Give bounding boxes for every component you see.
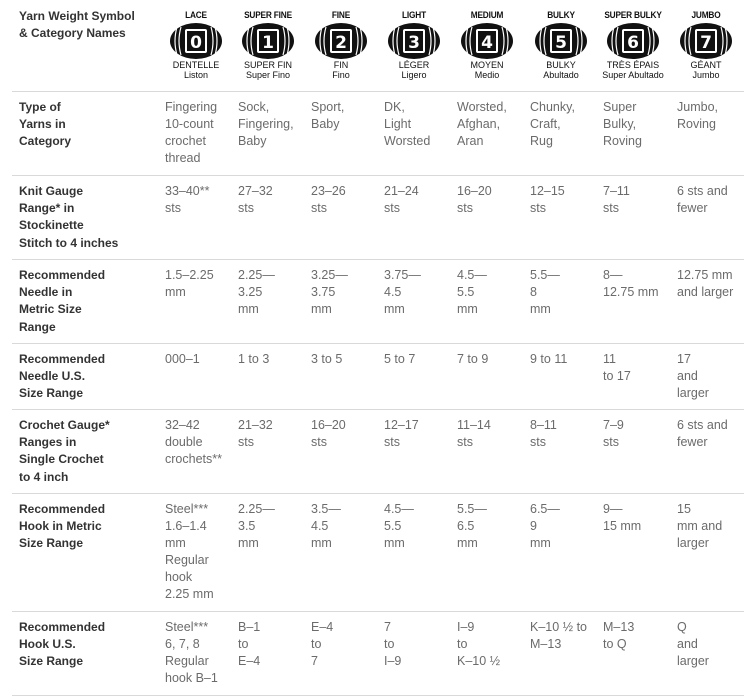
yarn-weight-symbol: [668, 10, 744, 80]
weight-category-name: SUPER BULKY: [604, 10, 662, 20]
table-cell: Sport, Baby: [311, 100, 345, 131]
table-cell: 2.25— 3.25 mm: [238, 268, 275, 316]
table-cell: Sock, Fingering, Baby: [238, 100, 294, 148]
row-label: Knit Gauge Range* in Stockinette Stitch to 4 inches: [19, 184, 119, 250]
table-cell: 27–32 sts: [238, 184, 273, 215]
yarn-weight-symbol: [449, 10, 525, 80]
table-cell: Super Bulky, Roving: [603, 100, 642, 148]
weight-number: 3: [408, 33, 420, 53]
weight-number: 5: [555, 33, 567, 53]
weight-number: 4: [481, 33, 493, 53]
table-cell: 11 to 17: [603, 352, 631, 383]
table-cell: Fingering 10-count crochet thread: [165, 100, 218, 165]
table-cell: 7–9 sts: [603, 418, 624, 449]
table-cell: Jumbo, Roving: [677, 100, 718, 131]
table-cell: Q and larger: [677, 620, 709, 668]
yarn-weight-symbol: [595, 10, 671, 80]
row-label: Crochet Gauge* Ranges in Single Crochet to 4 inch: [19, 418, 110, 484]
yarn-skein-icon: [314, 22, 368, 60]
yarn-weight-symbol: [158, 10, 234, 80]
table-cell: 9 to 11: [530, 352, 568, 366]
table-cell: 9— 15 mm: [603, 502, 642, 533]
table-cell: 8— 12.75 mm: [603, 268, 659, 299]
table-cell: 4.5— 5.5 mm: [384, 502, 414, 550]
table-cell: Steel*** 6, 7, 8 Regular hook B–1: [165, 620, 218, 685]
weight-category-name: JUMBO: [691, 10, 721, 20]
table-cell: DK, Light Worsted: [384, 100, 431, 148]
weight-name-french: GÉANT: [690, 60, 722, 70]
table-cell: 7 to I–9: [384, 620, 402, 668]
table-cell: 21–24 sts: [384, 184, 419, 215]
table-cell: 7 to 9: [457, 352, 489, 366]
table-cell: 23–26 sts: [311, 184, 346, 215]
table-cell: 12–17 sts: [384, 418, 419, 449]
table-cell: 6.5— 9 mm: [530, 502, 560, 550]
table-cell: 6 sts and fewer: [677, 418, 728, 449]
weight-name-spanish: Liston: [183, 70, 209, 80]
yarn-skein-icon: [679, 22, 733, 60]
table-cell: E–4 to 7: [311, 620, 334, 668]
weight-name-spanish: Ligero: [401, 70, 427, 80]
table-cell: Worsted, Afghan, Aran: [457, 100, 507, 148]
weight-number: 7: [700, 33, 712, 53]
weight-category-name: SUPER FINE: [244, 10, 292, 20]
weight-number: 0: [190, 33, 202, 53]
weight-category-name: MEDIUM: [470, 10, 504, 20]
row-label: Recommended Needle U.S. Size Range: [19, 352, 106, 401]
table-cell: 5 to 7: [384, 352, 416, 366]
yarn-weight-symbol: [303, 10, 379, 80]
table-cell: 3.5— 4.5 mm: [311, 502, 341, 550]
table-cell: 6 sts and fewer: [677, 184, 728, 215]
weight-name-spanish: Medio: [474, 70, 500, 80]
table-cell: B–1 to E–4: [238, 620, 261, 668]
row-label: Recommended Hook in Metric Size Range: [19, 502, 106, 551]
table-cell: 21–32 sts: [238, 418, 273, 449]
row-label: Type of Yarns in Category: [19, 100, 72, 149]
weight-category-name: LIGHT: [402, 10, 426, 20]
row-divider: [12, 493, 744, 494]
table-cell: Steel*** 1.6–1.4 mm Regular hook 2.25 mm: [165, 502, 214, 601]
table-cell: 4.5— 5.5 mm: [457, 268, 487, 316]
yarn-skein-icon: [460, 22, 514, 60]
weight-name-spanish: Fino: [332, 70, 350, 80]
table-cell: 33–40** sts: [165, 184, 210, 215]
row-label: Recommended Needle in Metric Size Range: [19, 268, 106, 334]
weight-name-french: LÉGER: [398, 60, 430, 70]
table-cell: 5.5— 8 mm: [530, 268, 560, 316]
table-cell: 12.75 mm and larger: [677, 268, 734, 299]
row-divider: [12, 91, 744, 92]
table-cell: 7–11 sts: [603, 184, 630, 215]
weight-name-french: TRÈS ÉPAIS: [606, 60, 660, 70]
table-cell: Chunky, Craft, Rug: [530, 100, 575, 148]
table-cell: 11–14 sts: [457, 418, 491, 449]
weight-name-french: BULKY: [546, 60, 576, 70]
table-cell: 3 to 5: [311, 352, 343, 366]
weight-category-name: FINE: [331, 10, 351, 20]
table-cell: 32–42 double crochets**: [165, 418, 222, 466]
row-divider: [12, 175, 744, 176]
table-cell: 000–1: [165, 352, 200, 366]
yarn-skein-icon: [169, 22, 223, 60]
row-divider: [12, 343, 744, 344]
weight-number: 6: [627, 33, 639, 53]
table-cell: 15 mm and larger: [677, 502, 723, 550]
row-divider: [12, 695, 744, 696]
weight-name-spanish: Super Abultado: [602, 70, 664, 80]
yarn-weight-symbol: [523, 10, 599, 80]
table-cell: 8–11 sts: [530, 418, 557, 449]
weight-number: 1: [262, 33, 274, 53]
weight-name-spanish: Super Fino: [245, 70, 291, 80]
yarn-skein-icon: [387, 22, 441, 60]
table-cell: 16–20 sts: [457, 184, 492, 215]
weight-name-spanish: Abultado: [543, 70, 579, 80]
row-divider: [12, 611, 744, 612]
table-cell: M–13 to Q: [603, 620, 635, 651]
yarn-skein-icon: [534, 22, 588, 60]
yarn-weight-symbol: [230, 10, 306, 80]
header-label: Yarn Weight Symbol & Category Names: [19, 9, 135, 40]
weight-category-name: BULKY: [547, 10, 575, 20]
weight-name-french: SUPER FIN: [243, 60, 292, 70]
yarn-skein-icon: [241, 22, 295, 60]
table-cell: 1.5–2.25 mm: [165, 268, 214, 299]
yarn-skein-icon: [606, 22, 660, 60]
weight-name-french: DENTELLE: [172, 60, 220, 70]
table-cell: 12–15 sts: [530, 184, 565, 215]
table-cell: 1 to 3: [238, 352, 270, 366]
table-cell: 3.75— 4.5 mm: [384, 268, 421, 316]
row-divider: [12, 259, 744, 260]
row-label: Recommended Hook U.S. Size Range: [19, 620, 106, 669]
table-cell: I–9 to K–10 ½: [457, 620, 501, 668]
table-cell: 17 and larger: [677, 352, 709, 400]
yarn-weight-symbol: [376, 10, 452, 80]
row-divider: [12, 409, 744, 410]
table-cell: 5.5— 6.5 mm: [457, 502, 487, 550]
table-cell: 3.25— 3.75 mm: [311, 268, 348, 316]
table-cell: K–10 ½ to M–13: [530, 620, 587, 651]
weight-name-french: FIN: [333, 60, 349, 70]
table-cell: 2.25— 3.5 mm: [238, 502, 275, 550]
weight-name-french: MOYEN: [470, 60, 504, 70]
table-cell: 16–20 sts: [311, 418, 346, 449]
weight-number: 2: [335, 33, 347, 53]
weight-name-spanish: Jumbo: [692, 70, 720, 80]
weight-category-name: LACE: [185, 10, 207, 20]
